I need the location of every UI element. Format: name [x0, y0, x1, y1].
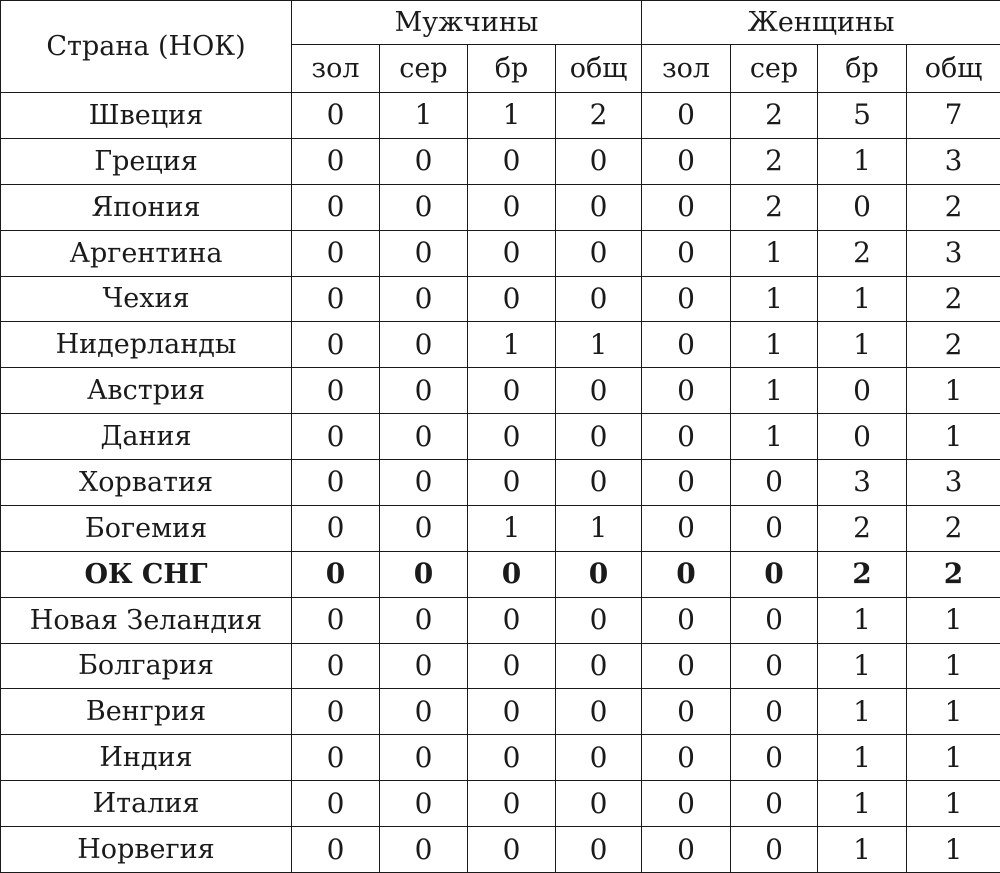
country-cell: Италия: [1, 781, 292, 827]
cell-women-silver: 2: [731, 138, 818, 184]
cell-men-bronze: 0: [468, 368, 556, 414]
cell-women-gold: 0: [642, 93, 731, 139]
cell-men-silver: 0: [380, 184, 468, 230]
cell-women-bronze: 1: [818, 597, 907, 643]
cell-men-bronze: 1: [468, 505, 556, 551]
cell-men-silver: 0: [380, 505, 468, 551]
table-row: [1, 643, 1000, 689]
country-cell: Богемия: [1, 505, 292, 551]
table-row: [1, 93, 1000, 139]
table-row: [1, 138, 1000, 184]
header-row-groups: [1, 1, 1000, 45]
table-row: [1, 597, 1000, 643]
cell-women-bronze: 1: [818, 689, 907, 735]
subheader-women-total: общ: [907, 45, 1000, 93]
cell-men-gold: 0: [292, 322, 380, 368]
cell-men-bronze: 0: [468, 781, 556, 827]
cell-women-total: 1: [907, 414, 1000, 460]
cell-men-silver: 0: [380, 689, 468, 735]
cell-women-gold: 0: [642, 322, 731, 368]
table-row: [1, 322, 1000, 368]
cell-women-total: 1: [907, 689, 1000, 735]
cell-men-gold: 0: [292, 735, 380, 781]
cell-women-silver: 0: [731, 643, 818, 689]
cell-men-total: 0: [556, 597, 642, 643]
subheader-men-gold: зол: [292, 45, 380, 93]
cell-men-bronze: 0: [468, 414, 556, 460]
cell-women-silver: 2: [731, 184, 818, 230]
cell-women-silver: 1: [731, 414, 818, 460]
cell-men-gold: 0: [292, 505, 380, 551]
subheader-men-bronze: бр: [468, 45, 556, 93]
cell-women-bronze: 3: [818, 460, 907, 506]
cell-women-total: 2: [907, 505, 1000, 551]
cell-women-bronze: 0: [818, 368, 907, 414]
cell-women-bronze: 1: [818, 322, 907, 368]
cell-women-total: 1: [907, 643, 1000, 689]
cell-men-silver: 0: [380, 643, 468, 689]
cell-men-silver: 0: [380, 276, 468, 322]
cell-men-bronze: 1: [468, 322, 556, 368]
cell-women-total: 1: [907, 597, 1000, 643]
cell-women-silver: 0: [731, 597, 818, 643]
cell-men-total: 0: [556, 735, 642, 781]
cell-men-gold: 0: [292, 597, 380, 643]
table-row: [1, 276, 1000, 322]
cell-women-silver: 0: [731, 735, 818, 781]
table-row: [1, 414, 1000, 460]
table-row: [1, 460, 1000, 506]
table-row: [1, 781, 1000, 827]
country-cell: Хорватия: [1, 460, 292, 506]
group-header-women: Женщины: [642, 1, 1000, 45]
country-cell: Новая Зеландия: [1, 597, 292, 643]
country-cell: ОК СНГ: [1, 551, 292, 597]
cell-men-total: 0: [556, 781, 642, 827]
cell-women-bronze: 2: [818, 551, 907, 597]
cell-men-total: 0: [556, 460, 642, 506]
subheader-women-silver: сер: [731, 45, 818, 93]
table-row: [1, 230, 1000, 276]
cell-women-gold: 0: [642, 368, 731, 414]
cell-men-total: 0: [556, 230, 642, 276]
cell-men-silver: 1: [380, 93, 468, 139]
cell-men-silver: 0: [380, 368, 468, 414]
cell-women-silver: 1: [731, 276, 818, 322]
subheader-men-silver: сер: [380, 45, 468, 93]
cell-men-gold: 0: [292, 184, 380, 230]
cell-men-bronze: 0: [468, 643, 556, 689]
cell-women-bronze: 1: [818, 827, 907, 873]
cell-women-gold: 0: [642, 735, 731, 781]
cell-women-total: 7: [907, 93, 1000, 139]
cell-men-gold: 0: [292, 93, 380, 139]
table-row: [1, 827, 1000, 873]
cell-women-silver: 0: [731, 827, 818, 873]
cell-women-total: 3: [907, 230, 1000, 276]
cell-women-gold: 0: [642, 138, 731, 184]
cell-women-gold: 0: [642, 551, 731, 597]
cell-women-total: 1: [907, 368, 1000, 414]
cell-men-gold: 0: [292, 368, 380, 414]
cell-men-bronze: 0: [468, 597, 556, 643]
cell-women-silver: 0: [731, 505, 818, 551]
cell-women-bronze: 2: [818, 230, 907, 276]
cell-men-silver: 0: [380, 322, 468, 368]
cell-men-gold: 0: [292, 138, 380, 184]
cell-women-total: 1: [907, 827, 1000, 873]
cell-men-gold: 0: [292, 551, 380, 597]
cell-men-bronze: 1: [468, 93, 556, 139]
cell-men-bronze: 0: [468, 276, 556, 322]
cell-women-silver: 2: [731, 93, 818, 139]
country-cell: Болгария: [1, 643, 292, 689]
subheader-women-gold: зол: [642, 45, 731, 93]
cell-women-silver: 1: [731, 322, 818, 368]
cell-men-gold: 0: [292, 643, 380, 689]
cell-women-silver: 0: [731, 781, 818, 827]
cell-women-total: 2: [907, 184, 1000, 230]
cell-men-silver: 0: [380, 597, 468, 643]
cell-men-silver: 0: [380, 551, 468, 597]
country-cell: Аргентина: [1, 230, 292, 276]
cell-men-silver: 0: [380, 735, 468, 781]
country-cell: Венгрия: [1, 689, 292, 735]
cell-women-silver: 1: [731, 368, 818, 414]
table-row: [1, 368, 1000, 414]
cell-men-bronze: 0: [468, 551, 556, 597]
cell-women-gold: 0: [642, 827, 731, 873]
table-row: [1, 184, 1000, 230]
cell-men-gold: 0: [292, 781, 380, 827]
cell-men-gold: 0: [292, 689, 380, 735]
cell-men-total: 0: [556, 827, 642, 873]
cell-men-total: 0: [556, 689, 642, 735]
cell-men-bronze: 0: [468, 138, 556, 184]
cell-men-total: 0: [556, 414, 642, 460]
cell-men-total: 0: [556, 643, 642, 689]
cell-men-total: 0: [556, 138, 642, 184]
cell-women-gold: 0: [642, 505, 731, 551]
cell-women-gold: 0: [642, 184, 731, 230]
cell-women-total: 1: [907, 735, 1000, 781]
group-header-men: Мужчины: [292, 1, 642, 45]
cell-men-bronze: 0: [468, 689, 556, 735]
cell-women-gold: 0: [642, 643, 731, 689]
cell-women-bronze: 1: [818, 276, 907, 322]
cell-women-gold: 0: [642, 230, 731, 276]
cell-women-bronze: 1: [818, 643, 907, 689]
cell-women-total: 2: [907, 276, 1000, 322]
cell-women-bronze: 1: [818, 781, 907, 827]
cell-men-silver: 0: [380, 781, 468, 827]
cell-women-gold: 0: [642, 460, 731, 506]
subheader-women-bronze: бр: [818, 45, 907, 93]
cell-women-total: 2: [907, 551, 1000, 597]
subheader-men-total: общ: [556, 45, 642, 93]
country-cell: Чехия: [1, 276, 292, 322]
cell-men-total: 0: [556, 551, 642, 597]
cell-women-bronze: 0: [818, 184, 907, 230]
cell-women-total: 3: [907, 460, 1000, 506]
cell-women-total: 1: [907, 781, 1000, 827]
cell-women-silver: 0: [731, 460, 818, 506]
cell-women-bronze: 5: [818, 93, 907, 139]
table-row: [1, 735, 1000, 781]
cell-men-gold: 0: [292, 414, 380, 460]
cell-women-bronze: 0: [818, 414, 907, 460]
cell-women-bronze: 1: [818, 735, 907, 781]
cell-men-bronze: 0: [468, 460, 556, 506]
cell-men-gold: 0: [292, 827, 380, 873]
cell-men-gold: 0: [292, 230, 380, 276]
country-column-header: Страна (НОК): [1, 1, 292, 93]
cell-men-silver: 0: [380, 460, 468, 506]
country-cell: Австрия: [1, 368, 292, 414]
country-cell: Норвегия: [1, 827, 292, 873]
cell-women-bronze: 2: [818, 505, 907, 551]
country-cell: Нидерланды: [1, 322, 292, 368]
cell-women-gold: 0: [642, 781, 731, 827]
table-row: [1, 689, 1000, 735]
country-cell: Индия: [1, 735, 292, 781]
cell-men-total: 2: [556, 93, 642, 139]
country-cell: Швеция: [1, 93, 292, 139]
cell-men-total: 0: [556, 184, 642, 230]
cell-men-total: 0: [556, 276, 642, 322]
cell-men-silver: 0: [380, 827, 468, 873]
cell-men-total: 1: [556, 505, 642, 551]
table-body: [1, 93, 1000, 873]
cell-men-bronze: 0: [468, 230, 556, 276]
cell-men-total: 1: [556, 322, 642, 368]
table-row: [1, 551, 1000, 597]
cell-men-silver: 0: [380, 414, 468, 460]
cell-men-silver: 0: [380, 138, 468, 184]
cell-women-silver: 0: [731, 551, 818, 597]
country-cell: Дания: [1, 414, 292, 460]
country-cell: Греция: [1, 138, 292, 184]
cell-women-gold: 0: [642, 414, 731, 460]
table-row: [1, 505, 1000, 551]
cell-men-gold: 0: [292, 276, 380, 322]
cell-men-bronze: 0: [468, 827, 556, 873]
cell-women-total: 2: [907, 322, 1000, 368]
table-header: [1, 1, 1000, 93]
cell-women-silver: 1: [731, 230, 818, 276]
cell-women-gold: 0: [642, 597, 731, 643]
cell-men-bronze: 0: [468, 184, 556, 230]
cell-men-gold: 0: [292, 460, 380, 506]
cell-women-gold: 0: [642, 689, 731, 735]
cell-women-gold: 0: [642, 276, 731, 322]
cell-women-silver: 0: [731, 689, 818, 735]
cell-men-silver: 0: [380, 230, 468, 276]
cell-women-total: 3: [907, 138, 1000, 184]
cell-men-bronze: 0: [468, 735, 556, 781]
cell-women-bronze: 1: [818, 138, 907, 184]
cell-men-total: 0: [556, 368, 642, 414]
country-cell: Япония: [1, 184, 292, 230]
